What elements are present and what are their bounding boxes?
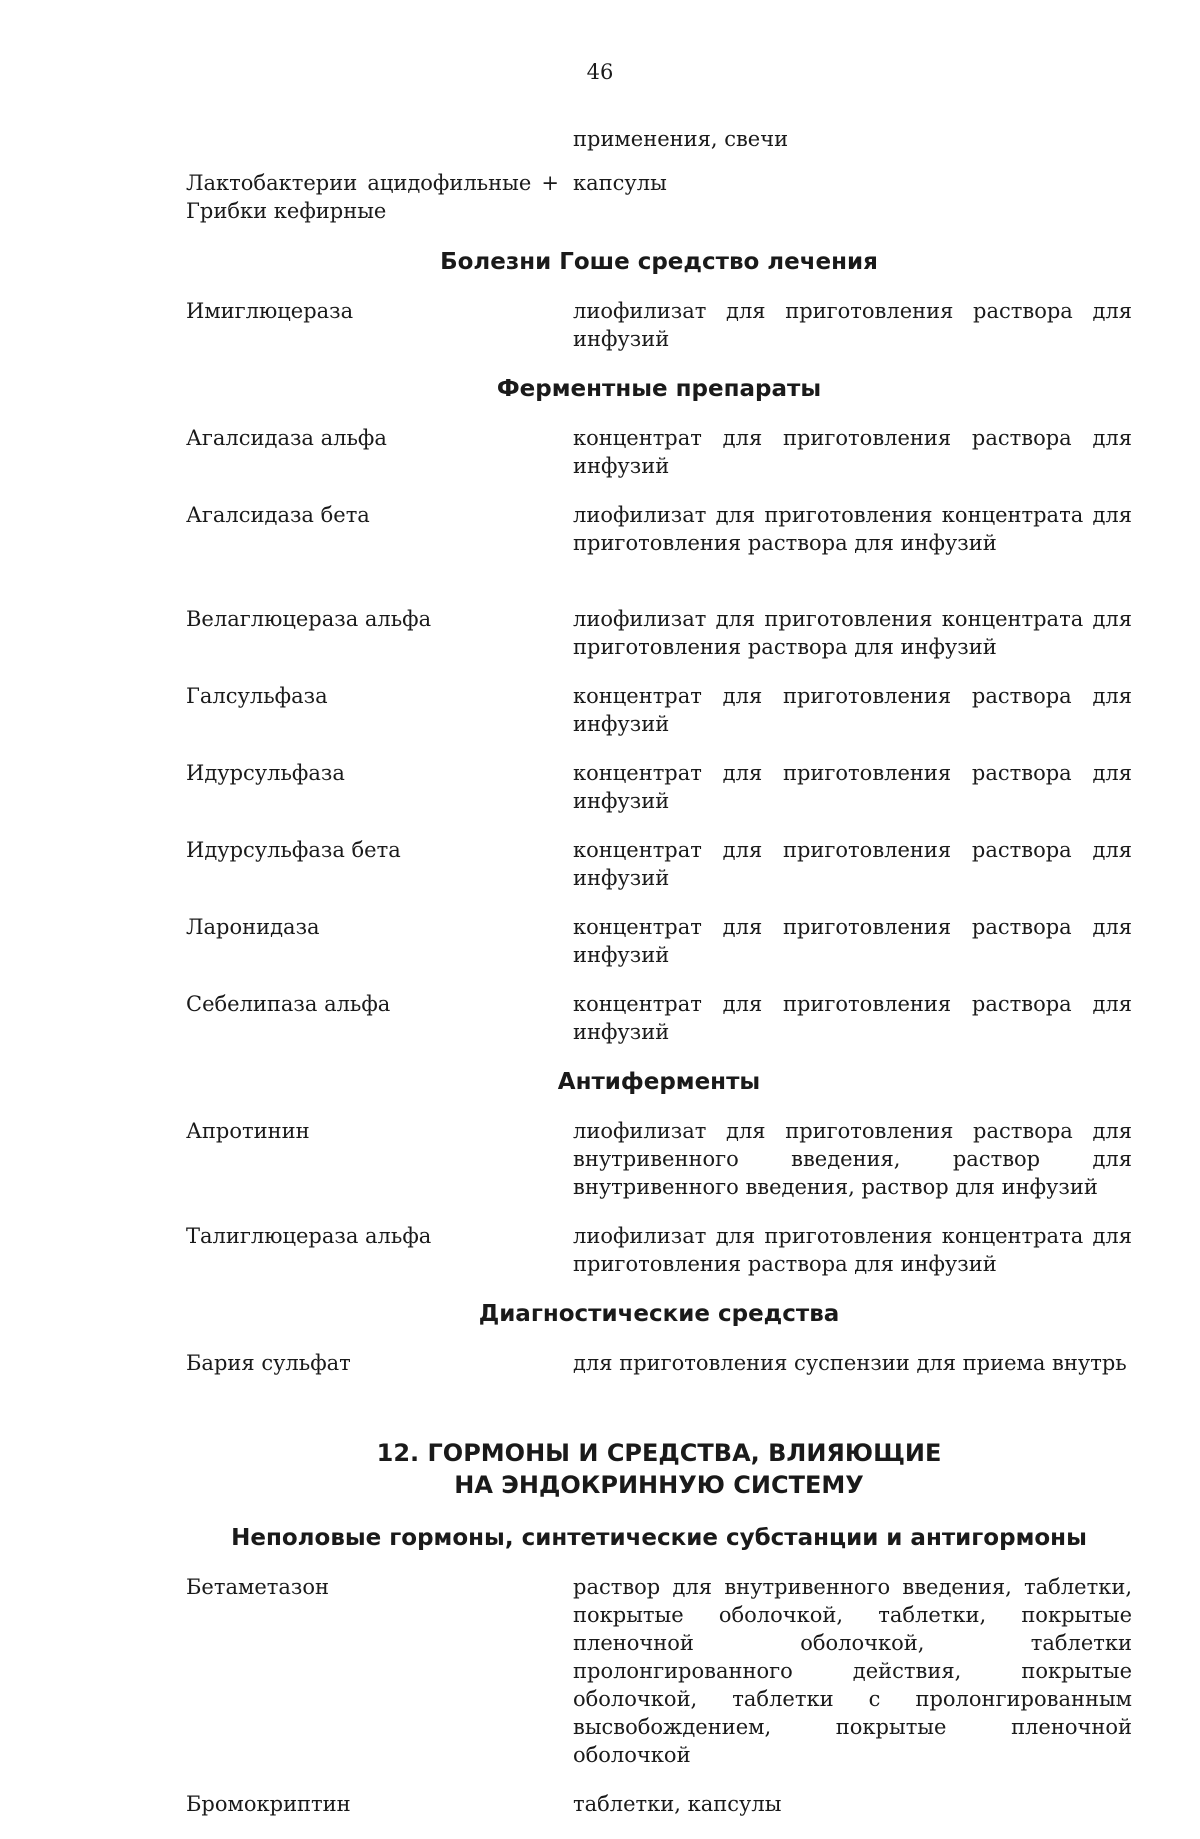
chapter-title-line: НА ЭНДОКРИННУЮ СИСТЕМУ [454, 1471, 864, 1499]
drug-name: Агалсидаза альфа [186, 426, 387, 450]
drug-form: лиофилизат для приготовления раствора для инфузий [573, 299, 1132, 351]
drug-name: Идурсульфаза [186, 761, 345, 785]
drug-row [186, 297, 1132, 353]
drug-name: Апротинин [186, 1119, 310, 1143]
drug-row [186, 990, 1132, 1046]
drug-form: концентрат для приготовления раствора для инфузий [573, 992, 1132, 1044]
drug-row [186, 913, 1132, 969]
drug-name: Ларонидаза [186, 915, 320, 939]
section-heading: Неполовые гормоны, синтетические субстанции и антигормоны [231, 1525, 1087, 1551]
drug-name-part: Лактобактерии [186, 171, 358, 195]
chapter-title [186, 1437, 1132, 1501]
drug-form: концентрат для приготовления раствора для инфузий [573, 684, 1132, 736]
drug-name [186, 169, 573, 225]
drug-name: Талиглюцераза альфа [186, 1224, 432, 1248]
drug-row [186, 1222, 1132, 1278]
section-heading: Болезни Гоше средство лечения [440, 249, 878, 275]
plus-sign: + [541, 171, 559, 195]
continuation-row [186, 125, 1132, 153]
drug-form: концентрат для приготовления раствора для инфузий [573, 426, 1132, 478]
drug-row [186, 424, 1132, 480]
drug-name: Бария сульфат [186, 1351, 351, 1375]
drug-form: лиофилизат для приготовления концентрата для приготовления раствора для инфузий [573, 503, 1132, 555]
drug-form: применения, свечи [573, 127, 789, 151]
drug-form: капсулы [573, 171, 667, 195]
drug-row [186, 1349, 1132, 1377]
page-content [186, 125, 1132, 1839]
drug-name: Идурсульфаза бета [186, 838, 401, 862]
section-heading: Диагностические средства [478, 1301, 840, 1327]
drug-row [186, 1573, 1132, 1769]
drug-name: Агалсидаза бета [186, 503, 370, 527]
drug-name: Себелипаза альфа [186, 992, 391, 1016]
drug-form: лиофилизат для приготовления концентрата для приготовления раствора для инфузий [573, 607, 1132, 659]
drug-name: Велаглюцераза альфа [186, 607, 432, 631]
drug-name: Бетаметазон [186, 1575, 329, 1599]
drug-form: концентрат для приготовления раствора для инфузий [573, 838, 1132, 890]
drug-form: концентрат для приготовления раствора для инфузий [573, 915, 1132, 967]
section-heading: Антиферменты [557, 1069, 761, 1095]
chapter-title-line: 12. ГОРМОНЫ И СРЕДСТВА, ВЛИЯЮЩИЕ [376, 1439, 942, 1467]
drug-row [186, 501, 1132, 557]
drug-form: лиофилизат для приготовления раствора для внутривенного введения, раствор для внутривенного введения, раствор для инфузий [573, 1119, 1132, 1199]
drug-name: Галсульфаза [186, 684, 328, 708]
drug-name [186, 125, 573, 153]
drug-name: Имиглюцераза [186, 299, 354, 323]
drug-form: концентрат для приготовления раствора для инфузий [573, 761, 1132, 813]
drug-row [186, 682, 1132, 738]
drug-form: для приготовления суспензии для приема внутрь [573, 1351, 1127, 1375]
drug-name: Бромокриптин [186, 1792, 351, 1816]
drug-row [186, 836, 1132, 892]
drug-name-part: ацидофильные [367, 171, 532, 195]
drug-row [186, 759, 1132, 815]
drug-row [186, 605, 1132, 661]
drug-form: таблетки, капсулы [573, 1792, 782, 1816]
drug-row-lactobacteria [186, 169, 1132, 225]
drug-form: лиофилизат для приготовления концентрата для приготовления раствора для инфузий [573, 1224, 1132, 1276]
page-number: 46 [586, 60, 614, 84]
drug-name-part: Грибки кефирные [186, 199, 387, 223]
section-heading: Ферментные препараты [496, 376, 822, 402]
drug-row [186, 1790, 1132, 1818]
drug-row [186, 1117, 1132, 1201]
drug-form: раствор для внутривенного введения, таблетки, покрытые оболочкой, таблетки, покрытые пленочной оболочкой, таблетки пролонгированного действия, покрытые оболочкой, таблетки с пролонгированным высвобождением, покрытые пленочной оболочкой [573, 1575, 1132, 1767]
